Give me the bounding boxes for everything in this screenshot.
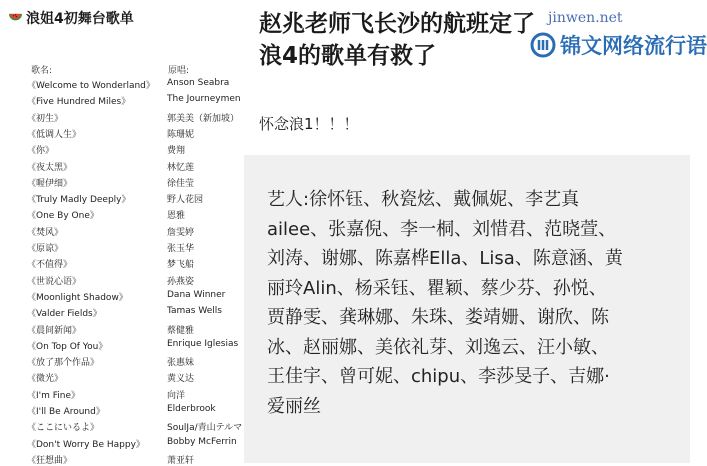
- song-title: 《夜太黑》: [27, 162, 73, 173]
- original-artist: SoulJa/青山テルマ: [167, 423, 243, 434]
- watermark-brand: [530, 30, 707, 60]
- artist-line: 王佳宇、曾可妮、chipu、李莎旻子、吉娜·: [267, 366, 610, 387]
- song-title: 《One By One》: [27, 211, 99, 222]
- song-title: 《I'm Fine》: [27, 390, 81, 401]
- song-list-title: [8, 8, 134, 28]
- artist-line: 爱丽丝: [267, 395, 321, 417]
- song-title: 《原谅》: [27, 244, 64, 254]
- original-artist: 林忆莲: [167, 162, 195, 173]
- post-headline: [259, 8, 549, 72]
- artist-line: 丽玲Alin、杨采钰、瞿颖、蔡少芬、孙悦、: [267, 277, 607, 299]
- song-title: 《初生》: [27, 113, 64, 124]
- song-title: 《I'll Be Around》: [27, 407, 105, 417]
- watermark-brand-text: 锦文网络流行语: [560, 34, 707, 58]
- song-title: 《焚风》: [27, 227, 64, 238]
- song-title: 《晨间新闻》: [27, 325, 82, 336]
- original-artist: 张玉华: [167, 244, 195, 254]
- original-artist: 黄义达: [167, 374, 195, 385]
- original-artist: 蔡健雅: [167, 325, 195, 336]
- song-title: 《Valder Fields》: [27, 309, 102, 320]
- song-title: 《Truly Madly Deeply》: [27, 195, 131, 206]
- song-title: 《Moonlight Shadow》: [27, 292, 128, 303]
- nostalgia-line: 怀念浪1！！！: [259, 115, 359, 133]
- original-artist: 萧亚轩: [167, 455, 195, 466]
- artist-line: 贾静雯、龚琳娜、朱珠、娄靖姗、谢欣、陈: [267, 307, 609, 328]
- original-artist: Bobby McFerrin: [167, 436, 237, 447]
- original-artist: 徐佳莹: [167, 178, 195, 189]
- song-title: 《Five Hundred Miles》: [27, 97, 131, 108]
- song-title: 《世说心语》: [27, 276, 82, 287]
- song-title: 《狂想曲》: [27, 455, 73, 466]
- song-title: 《Welcome to Wonderland》: [27, 81, 155, 91]
- original-artist: Elderbrook: [167, 404, 216, 414]
- original-artist: 野人花园: [167, 195, 204, 206]
- original-artist: 郭美美（新加坡）: [167, 113, 240, 124]
- artist-line: 刘涛、谢娜、陈嘉桦Ella、Lisa、陈意涵、黄: [267, 248, 623, 269]
- original-artist: 梦飞船: [167, 260, 195, 271]
- original-artist: 费翔: [167, 146, 186, 157]
- original-artist: 恩雅: [167, 211, 186, 222]
- song-column-header: 歌名:: [31, 66, 53, 76]
- original-artist: 陈珊妮: [167, 129, 195, 140]
- song-title: 《On Top Of You》: [27, 341, 108, 352]
- original-artist: 詹雯婷: [167, 227, 195, 238]
- watermark-site: jinwen.net: [548, 10, 623, 26]
- watermelon-icon: [8, 12, 23, 25]
- original-artist: Dana Winner: [167, 289, 226, 300]
- brand-logo-icon: [530, 32, 556, 58]
- artist-list: [267, 185, 685, 421]
- song-title: 《放了那个作品》: [27, 358, 100, 369]
- original-artist: Anson Seabra: [167, 78, 230, 88]
- headline-line-2: 浪4的歌单有救了: [259, 43, 437, 69]
- song-title: 《ここにいるよ》: [27, 423, 100, 434]
- original-artist: Tamas Wells: [167, 306, 222, 317]
- song-title: 《微光》: [27, 374, 64, 385]
- song-title: 《Don't Worry Be Happy》: [27, 439, 145, 450]
- song-title: 《你》: [27, 146, 55, 157]
- artist-line: 艺人:徐怀钰、秋瓷炫、戴佩妮、李艺真: [267, 189, 580, 210]
- song-title: 《喔伊细》: [27, 178, 73, 189]
- song-list-title-text: 浪姐4初舞台歌单: [26, 11, 134, 27]
- song-title: 《低调人生》: [27, 129, 82, 140]
- song-title: 《不值得》: [27, 260, 73, 271]
- original-artist: 向洋: [167, 390, 186, 401]
- original-artist: 孙燕姿: [167, 276, 195, 287]
- artist-line: ailee、张嘉倪、李一桐、刘惜君、范晓萱、: [267, 218, 617, 240]
- song-list-panel: [0, 0, 243, 466]
- artist-line: 冰、赵丽娜、美依礼芽、刘逸云、汪小敏、: [267, 336, 609, 358]
- original-artist: Enrique Iglesias: [167, 338, 239, 349]
- original-artist: 张惠妹: [167, 358, 195, 369]
- headline-line-1: 赵兆老师飞长沙的航班定了: [259, 11, 535, 37]
- original-column-header: 原唱:: [168, 66, 190, 76]
- original-artist: The Journeymen: [167, 94, 241, 105]
